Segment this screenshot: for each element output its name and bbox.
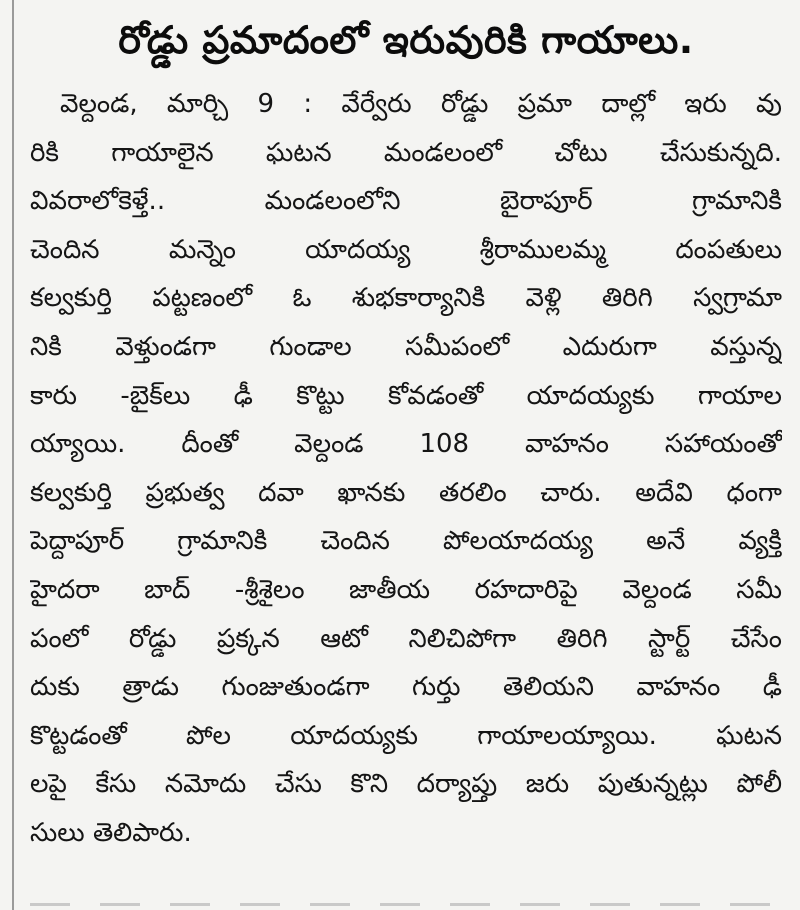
- headline: రోడ్డు ప్రమాదంలో ఇరువురికి గాయాలు.: [118, 18, 694, 62]
- article-line: దుకు త్రాడు గుంజుతుండగా గుర్తు తెలియని వాహనం ఢీ: [30, 672, 782, 703]
- article-line: రికి గాయాలైన ఘటన మండలంలో చోటు చేసుకున్నది.: [30, 137, 782, 168]
- article-line: పెద్దాపూర్ గ్రామానికి చెందిన పోలయాదయ్య అనే వ్యక్తి: [30, 526, 782, 557]
- article-line: హైదరా బాద్ -శ్రీశైలం జాతీయ రహదారిపై వెల్దండ సమీ: [30, 574, 782, 605]
- article-line: కొట్టడంతో పోల యాదయ్యకు గాయాలయ్యాయి. ఘటన: [30, 720, 782, 751]
- left-border-rule: [12, 0, 14, 910]
- article-line: నికి వెళ్తుండగా గుండాల సమీపంలో ఎదురుగా వస్తున్న: [30, 331, 782, 362]
- article-line: వెల్దండ, మార్చి 9 : వేర్వేరు రోడ్డు ప్రమా దాల్లో ఇరు వు: [60, 89, 782, 119]
- news-clipping: [30, 10, 782, 900]
- article-line: పంలో రోడ్డు ప్రక్కన ఆటో నిలిచిపోగా తిరిగి స్టార్ట్ చేసేం: [30, 623, 782, 654]
- article-line: య్యాయి. దీంతో వెల్దండ 108 వాహనం సహాయంతో: [30, 429, 782, 460]
- article-line: లపై కేసు నమోదు చేసు కొని దర్యాప్తు జరు పుతున్నట్లు పోలీ: [30, 769, 782, 800]
- bottom-edge-fragment: [30, 903, 782, 906]
- article-line: చెందిన మన్నెం యాదయ్య శ్రీరాములమ్మ దంపతులు: [30, 234, 782, 265]
- article-line: కల్వకుర్తి ప్రభుత్వ దవా ఖానకు తరలిం చారు. అదేవి ధంగా: [30, 477, 782, 508]
- article-line: సులు తెలిపారు.: [30, 817, 192, 848]
- article-line: కల్వకుర్తి పట్టణంలో ఓ శుభకార్యానికి వెళ్లి తిరిగి స్వగ్రామా: [30, 283, 782, 314]
- article-line: వివరాలోకెళ్తే.. మండలంలోని బైరాపూర్ గ్రామానికి: [30, 186, 782, 217]
- article-body: [30, 80, 782, 858]
- article-line: కారు -బైక్‌లు ఢీ కొట్టు కోవడంతో యాదయ్యకు గాయాల: [30, 380, 782, 411]
